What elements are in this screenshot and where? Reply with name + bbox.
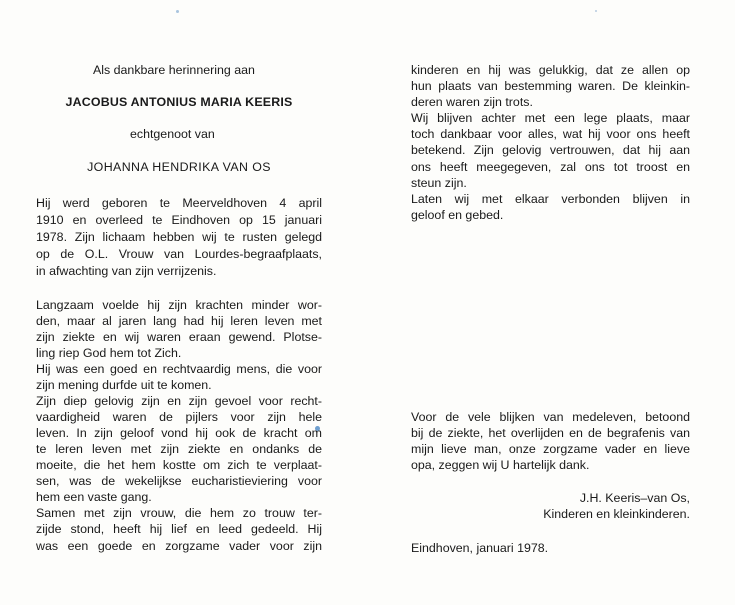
thanks-line: Voor de vele blijken van medeleven, betoond: [411, 410, 690, 424]
ink-speck: [176, 10, 179, 13]
story-line: zijde stond, heeft hij lief en leed gedeeld. Hij: [36, 522, 322, 536]
story-line: zijn ziekte en wij waren eraan gewend. Plotse-: [36, 330, 322, 344]
thanks-line: bij de ziekte, het overlijden en de begrafenis van: [411, 426, 690, 440]
story-line: sen, was de wekelijkse eucharistieviering voor: [36, 474, 322, 488]
story-line: moeite, die het hem kostte om zich te verplaat-: [36, 458, 322, 472]
deceased-name: JACOBUS ANTONIUS MARIA KEERIS: [65, 95, 293, 109]
continuation-line: toch dankbaar voor alles, wat hij voor ons heeft: [411, 127, 690, 141]
story-line: Hij was een goed en rechtvaardig mens, die voor: [36, 362, 322, 376]
story-line: Samen met zijn vrouw, die hem zo trouw ter-: [36, 506, 322, 520]
story-line: leven. In zijn geloof vond hij ook de kracht om: [36, 426, 322, 440]
continuation-line: hun plaats van bestemming waren. De kleinkin-: [411, 79, 690, 93]
story-line: was een goede en zorgzame vader voor zijn: [36, 539, 322, 553]
story-line: Zijn diep gelovig zijn en zijn gevoel voor recht-: [36, 394, 322, 408]
continuation-line: kinderen en hij was gelukkig, dat ze allen op: [411, 63, 690, 77]
story-line: Langzaam voelde hij zijn krachten minder wor-: [36, 298, 322, 312]
continuation-line: ons heeft meegegeven, zal ons tot troost en: [411, 160, 690, 174]
signature-family: Kinderen en kleinkinderen.: [543, 507, 690, 521]
continuation-line: steun zijn.: [411, 176, 467, 190]
story-line: den, maar al jaren lang had hij leren leven met: [36, 314, 322, 328]
ink-speck: [595, 10, 597, 12]
story-line: ling riep God hem tot Zich.: [36, 346, 182, 360]
continuation-line: geloof en gebed.: [411, 208, 504, 222]
continuation-line: Laten wij met elkaar verbonden blijven in: [411, 192, 690, 206]
place-date: Eindhoven, januari 1978.: [411, 541, 549, 555]
spouse-name: JOHANNA HENDRIKA VAN OS: [87, 160, 271, 174]
continuation-line: Wij blijven achter met een lege plaats, maar: [411, 111, 690, 125]
continuation-line: betekend. Zijn gelovig vertrouwen, dat hij aan: [411, 143, 690, 157]
thanks-line: mijn lieve man, onze zorgzame vader en lieve: [411, 442, 690, 456]
continuation-line: deren waren zijn trots.: [411, 95, 533, 109]
thanks-line: opa, zeggen wij U hartelijk dank.: [411, 458, 590, 472]
birth-line: op de O.L. Vrouw van Lourdes-begraafplaats,: [36, 247, 322, 261]
story-line: zijn mening durfde uit te komen.: [36, 378, 212, 392]
story-line: vaardigheid waren de pijlers voor zijn hele: [36, 410, 322, 424]
birth-line: 1978. Zijn lichaam hebben wij te rusten gelegd: [36, 230, 322, 244]
birth-line: Hij werd geboren te Meerveldhoven 4 april: [36, 196, 322, 210]
intro-text: Als dankbare herinnering aan: [93, 63, 255, 77]
relation-text: echtgenoot van: [130, 127, 215, 141]
story-line: hem een vaste gang.: [36, 490, 152, 504]
birth-line: in afwachting van zijn verrijzenis.: [36, 264, 217, 278]
story-line: te leren leven met zijn ziekte en ondanks de: [36, 442, 322, 456]
signature-names: J.H. Keeris–van Os,: [579, 491, 690, 505]
birth-line: 1910 en overleed te Eindhoven op 15 januari: [36, 213, 322, 227]
